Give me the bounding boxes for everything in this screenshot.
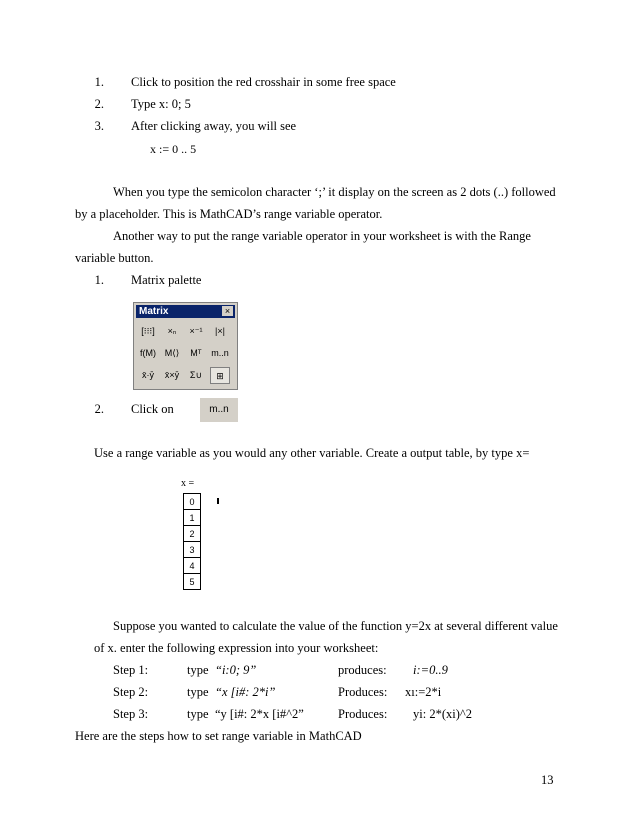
step-typed: “x [i#: 2*i” [215, 685, 276, 699]
step-label: Step 2: [113, 685, 149, 699]
dot-product-button[interactable]: x̄·ȳ [142, 370, 154, 380]
step-produces: Produces: [338, 685, 388, 699]
matrix-column-button[interactable]: M⟨⟩ [164, 348, 180, 358]
list1-num-1: 1. [94, 75, 104, 89]
step-typed: “y [i#: 2*x [i#^2” [215, 707, 304, 721]
list1-item-1: Click to position the red crosshair in some free space [131, 75, 396, 89]
step-produces: Produces: [338, 707, 388, 721]
picture-button[interactable]: ⊞ [210, 367, 230, 384]
list2-num-2: 2. [94, 402, 104, 416]
para4-line1: Suppose you wanted to calculate the value of the function y=2x at several different value [113, 619, 558, 633]
list1-item-2: Type x: 0; 5 [131, 97, 191, 111]
list2-num-1: 1. [94, 273, 104, 287]
table-cell: 0 [184, 494, 201, 510]
step-label: Step 3: [113, 707, 149, 721]
step-label: Step 1: [113, 663, 149, 677]
list1-item-3: After clicking away, you will see [131, 119, 297, 133]
table-cell: 2 [184, 526, 201, 542]
para2-line1: Another way to put the range variable operator in your worksheet is with the Range [113, 229, 531, 243]
page-number: 13 [541, 773, 554, 787]
vector-sum-button[interactable]: Σ∪ [189, 370, 203, 380]
cursor-mark [217, 498, 219, 504]
table-cell: 5 [184, 574, 201, 590]
step-type: type [187, 707, 209, 721]
matrix-palette [133, 302, 238, 390]
para1-line2: by a placeholder. This is MathCAD’s range variable operator. [75, 207, 383, 221]
para2-line2: variable button. [75, 251, 154, 265]
table-cell: 1 [184, 510, 201, 526]
inverse-button[interactable]: ×⁻¹ [189, 326, 203, 336]
range-example: x := 0 .. 5 [150, 142, 197, 156]
step-typed: “i:0; 9” [215, 663, 257, 677]
range-variable-button-image: m..n [200, 398, 238, 422]
step-type: type [187, 685, 209, 699]
step-result: xı:=2*i [405, 685, 442, 699]
range-variable-button[interactable]: m..n [211, 348, 229, 358]
step-result: i:=0..9 [413, 663, 448, 677]
closing-line: Here are the steps how to set range variable in MathCAD [75, 729, 362, 743]
para4-line2: of x. enter the following expression into your worksheet: [94, 641, 379, 655]
list2-item-2: Click on [131, 402, 174, 416]
palette-title-bar [136, 305, 235, 318]
output-table [183, 493, 201, 590]
close-icon[interactable]: × [222, 306, 233, 316]
vectorize-button[interactable]: f(M) [140, 348, 156, 358]
table-cell: 4 [184, 558, 201, 574]
list1-num-3: 3. [94, 119, 104, 133]
step-produces: produces: [338, 663, 387, 677]
step-type: type [187, 663, 209, 677]
transpose-button[interactable]: Mᵀ [190, 348, 202, 358]
palette-title: Matrix [139, 306, 169, 317]
para1-line1: When you type the semicolon character ‘;’ it display on the screen as 2 dots (..) followed [113, 185, 556, 199]
list2-item-1: Matrix palette [131, 273, 202, 287]
step-result: yi: 2*(xi)^2 [413, 707, 472, 721]
output-label: x = [181, 478, 195, 489]
matrix-subscript-button[interactable]: ×ₙ [167, 326, 177, 336]
list1-num-2: 2. [94, 97, 104, 111]
insert-matrix-button[interactable]: [⁝⁝⁝] [141, 326, 155, 336]
determinant-button[interactable]: |×| [215, 326, 225, 336]
table-cell: 3 [184, 542, 201, 558]
cross-product-button[interactable]: x̄×ȳ [164, 370, 180, 380]
para3: Use a range variable as you would any other variable. Create a output table, by type x= [94, 446, 530, 460]
